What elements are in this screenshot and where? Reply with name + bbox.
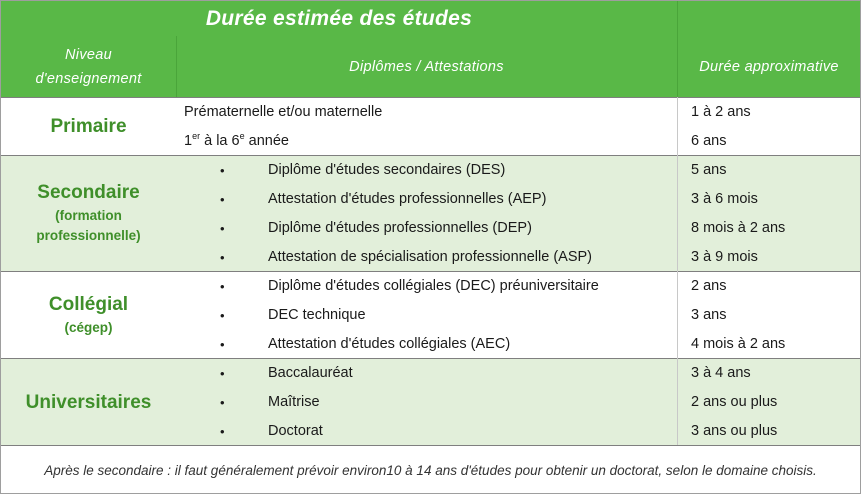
diploma-text: Baccalauréat	[268, 365, 353, 381]
table-row	[176, 156, 860, 185]
section-label	[1, 98, 176, 156]
title-cell-right	[677, 1, 860, 36]
section-universitaires	[1, 358, 860, 446]
section-secondaire	[1, 155, 860, 272]
table-row	[176, 272, 860, 301]
bullet-icon: •	[220, 221, 225, 236]
diploma-text: DEC technique	[268, 307, 366, 323]
bullet-icon: •	[220, 337, 225, 352]
footnote: Après le secondaire : il faut généralement prévoir environ10 à 14 ans d'études pour obtenir un doctorat, selon le domaine choisis.	[1, 445, 860, 495]
duration-value: 2 ans	[691, 278, 727, 294]
duration-value: 3 à 4 ans	[691, 365, 751, 381]
superscript-er: er	[192, 131, 201, 142]
diploma-text	[184, 127, 289, 156]
duration-value: 2 ans ou plus	[691, 394, 778, 410]
table-row	[176, 214, 860, 243]
duration-value: 3 à 9 mois	[691, 249, 758, 265]
bullet-icon: •	[220, 163, 225, 178]
table-row	[176, 388, 860, 417]
table-row	[176, 98, 860, 127]
duration-value: 3 ans ou plus	[691, 423, 778, 439]
label-primaire: Primaire	[50, 116, 127, 137]
column-divider	[677, 97, 678, 445]
bullet-icon: •	[220, 192, 225, 207]
grade-suffix: année	[244, 133, 289, 149]
section-collegial	[1, 271, 860, 359]
duration-value: 3 ans	[691, 307, 727, 323]
bullet-icon: •	[220, 424, 225, 439]
duration-value: 1 à 2 ans	[691, 104, 751, 120]
section-primaire	[1, 97, 860, 156]
table-row	[176, 243, 860, 272]
sublabel-cegep: (cégep)	[64, 319, 113, 335]
duration-value: 6 ans	[691, 133, 727, 149]
table-row	[176, 301, 860, 330]
diploma-text: Doctorat	[268, 423, 323, 439]
superscript-e: e	[239, 131, 245, 142]
label-universitaires: Universitaires	[25, 391, 152, 413]
grade-from: 1	[184, 133, 193, 149]
header-duration: Durée approximative	[677, 36, 860, 97]
duration-value: 3 à 6 mois	[691, 191, 758, 207]
bullet-icon: •	[220, 308, 225, 323]
table-row	[176, 359, 860, 388]
label-secondaire: Secondaire	[37, 182, 140, 203]
header-level	[1, 36, 177, 97]
diploma-text: Maîtrise	[268, 394, 320, 410]
diploma-text: Diplôme d'études collégiales (DEC) préuniversitaire	[268, 278, 599, 294]
diploma-text: Attestation d'études professionnelles (AEP)	[268, 191, 547, 207]
section-label	[1, 272, 176, 359]
header-level-line1: Niveau	[65, 46, 112, 63]
bullet-icon: •	[220, 250, 225, 265]
header-diplomas: Diplômes / Attestations	[349, 58, 504, 75]
table-row	[176, 417, 860, 446]
bullet-icon: •	[220, 366, 225, 381]
section-label	[1, 359, 176, 446]
duration-value: 5 ans	[691, 162, 727, 178]
table-title: Durée estimée des études	[1, 1, 677, 36]
diploma-text: Attestation de spécialisation professionnelle (ASP)	[268, 249, 593, 265]
sublabel-line1: (formation	[55, 208, 122, 223]
duration-value: 4 mois à 2 ans	[691, 336, 786, 352]
grade-to: à la 6	[200, 133, 240, 149]
diploma-text: Diplôme d'études secondaires (DES)	[268, 162, 506, 178]
sublabel-line2: professionnelle)	[36, 228, 141, 243]
diploma-text: Diplôme d'études professionnelles (DEP)	[268, 220, 532, 236]
header-row	[1, 36, 860, 97]
diploma-text: Attestation d'études collégiales (AEC)	[268, 336, 511, 352]
table-row	[176, 127, 860, 156]
table-row	[176, 330, 860, 359]
table-row	[176, 185, 860, 214]
bullet-icon: •	[220, 395, 225, 410]
header-level-line2: d'enseignement	[35, 70, 142, 87]
diploma-text: Prématernelle et/ou maternelle	[184, 104, 383, 120]
section-label	[1, 156, 176, 272]
label-collegial: Collégial	[48, 293, 129, 315]
duration-value: 8 mois à 2 ans	[691, 220, 786, 236]
bullet-icon: •	[220, 279, 225, 294]
